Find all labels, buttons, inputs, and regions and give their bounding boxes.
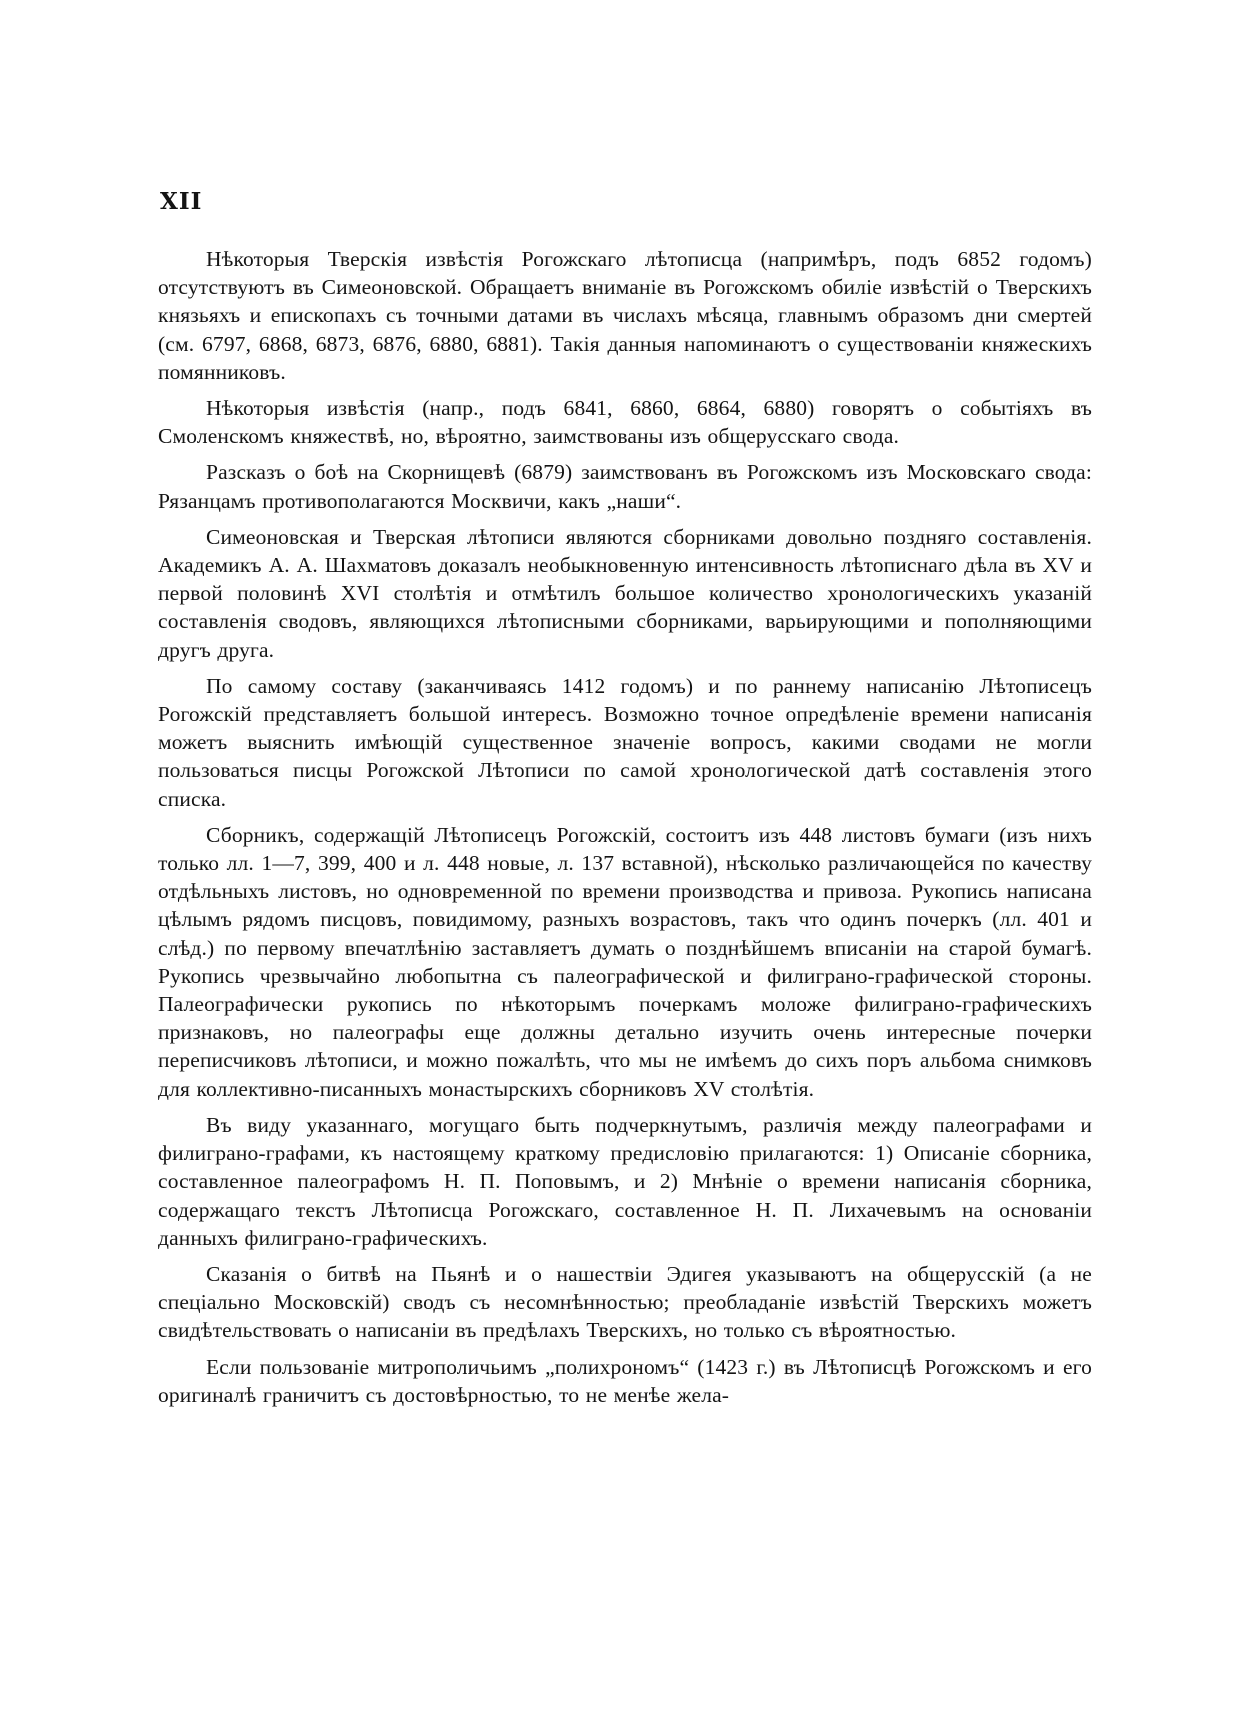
paragraph-skornishchevo-battle: Разсказъ о боѣ на Скорнищевѣ (6879) заимствованъ въ Рогожскомъ изъ Московскаго свода: Рязанцамъ противополагаются Москвичи, какъ „наши“. bbox=[158, 460, 1092, 513]
paragraph-polychronion: Если пользованіе митрополичьимъ „полихрономъ“ (1423 г.) въ Лѣтописцѣ Рогожскомъ и его оригиналѣ граничитъ съ достовѣрностью, то не менѣе жела- bbox=[158, 1354, 1092, 1407]
body-text bbox=[158, 245, 1092, 1417]
paragraph-appendices: Въ виду указаннаго, могущаго быть подчеркнутымъ, различія между палеографами и филиграно-графами, къ настоящему краткому предисловію прилагаются: 1) Описаніе сборника, составленное палеографомъ Н. П. Поповымъ, и 2) Мнѣніе о времени написанія сборника, содержащаго текстъ Лѣтописца Рогожскаго, составленное Н. П. Лихачевымъ на основаніи данныхъ филиграно-графическихъ. bbox=[158, 1112, 1092, 1250]
paragraph-chronicle-collections: Симеоновская и Тверская лѣтописи являются сборниками довольно поздняго составленія. Академикъ А. А. Шахматовъ доказалъ необыкновенную интенсивность лѣтописнаго дѣла въ XV и первой половинѣ XVI столѣтія и отмѣтилъ большое количество хронологическихъ указаній составленія сводовъ, являющихся лѣтописными сборниками, варьирующими и пополняющими другъ друга. bbox=[158, 524, 1092, 662]
paragraph-tver-news: Нѣкоторыя Тверскія извѣстія Рогожскаго лѣтописца (напримѣръ, подъ 6852 годомъ) отсутствуютъ въ Симеоновской. Обращаетъ вниманіе въ Рогожскомъ обиліе извѣстій о Тверскихъ князьяхъ и епископахъ съ точными датами въ числахъ мѣсяца, главнымъ образомъ дни смертей (см. 6797, 6868, 6873, 6876, 6880, 6881). Такія данныя напоминаютъ о существованіи княжескихъ помянниковъ. bbox=[158, 247, 1092, 384]
page-number: XII bbox=[160, 188, 203, 215]
paragraph-manuscript-description: Сборникъ, содержащій Лѣтописецъ Рогожскій, состоитъ изъ 448 листовъ бумаги (изъ нихъ только лл. 1—7, 399, 400 и л. 448 новые, л. 137 вставной), нѣсколько различающейся по качеству отдѣльныхъ листовъ, но одновременной по времени производства и привоза. Рукопись написана цѣлымъ рядомъ писцовъ, повидимому, разныхъ возрастовъ, такъ что одинъ почеркъ (лл. 401 и слѣд.) по первому впечатлѣнію заставляетъ думать о позднѣйшемъ вписаніи на старой бумагѣ. Рукопись чрезвычайно любопытна съ палеографической и филиграно-графической стороны. Палеографически рукопись по нѣкоторымъ почеркамъ моложе филиграно-графическихъ признаковъ, но палеографы еще должны детально изучить очень интересные почерки переписчиковъ лѣтописи, и можно пожалѣть, что мы не имѣемъ до сихъ поръ альбома снимковъ для коллективно-писанныхъ монастырскихъ сборниковъ XV столѣтія. bbox=[158, 822, 1092, 1101]
paragraph-smolensk-news: Нѣкоторыя извѣстія (напр., подъ 6841, 6860, 6864, 6880) говорятъ о событіяхъ въ Смоленскомъ княжествѣ, но, вѣроятно, заимствованы изъ общерусскаго свода. bbox=[158, 396, 1092, 449]
paragraph-pyana-edigei: Сказанія о битвѣ на Пьянѣ и о нашествіи Эдигея указываютъ на общерусскій (а не спеціально Московскій) сводъ съ несомнѣнностью; преобладаніе извѣстій Тверскихъ можетъ свидѣтельствовать о написаніи въ предѣлахъ Тверскихъ, но только съ вѣроятностью. bbox=[158, 1261, 1092, 1343]
paragraph-dating-question: По самому составу (заканчиваясь 1412 годомъ) и по раннему написанію Лѣтописецъ Рогожскій представляетъ большой интересъ. Возможно точное опредѣленіе времени написанія можетъ выяснить имѣющій существенное значеніе вопросъ, какими сводами не могли пользоваться писцы Рогожской Лѣтописи по самой хронологической датѣ составленія этого списка. bbox=[158, 673, 1092, 811]
